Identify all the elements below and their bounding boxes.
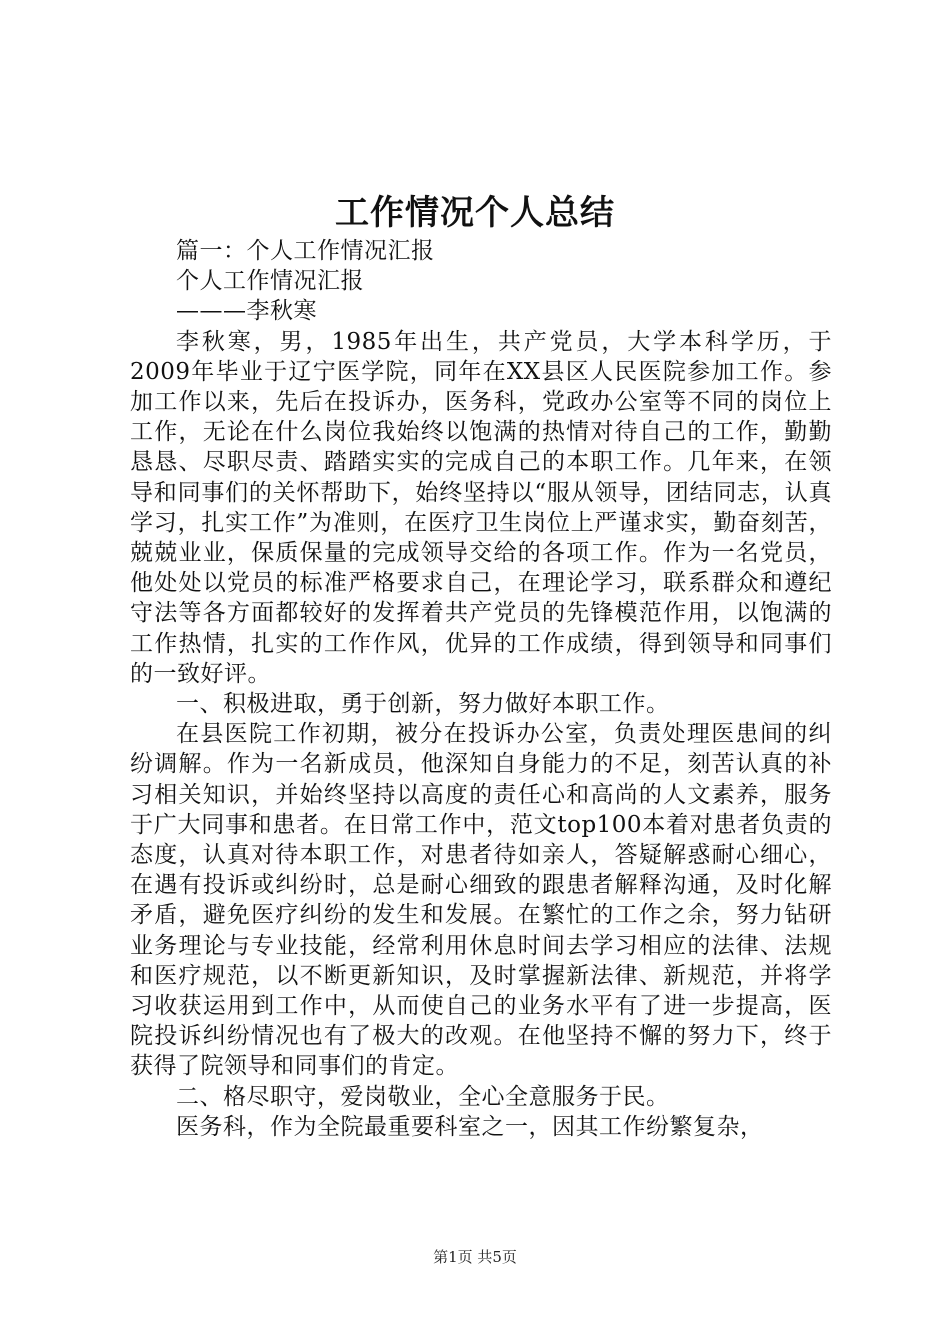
- subsection-heading: 二、格尽职守，爱岗敬业，全心全意服务于民。: [176, 1083, 670, 1110]
- subsection-heading: 一、积极进取，勇于创新，努力做好本职工作。: [176, 691, 670, 718]
- body-paragraph: 医务科，作为全院最重要科室之一，因其工作纷繁复杂，: [176, 1113, 764, 1140]
- section-heading: 篇一：个人工作情况汇报: [176, 238, 435, 264]
- document-body: [130, 236, 832, 1142]
- page-number-footer: 第1页 共5页: [433, 1248, 517, 1266]
- author-line: ———李秋寒: [176, 298, 317, 325]
- report-title: 个人工作情况汇报: [176, 268, 364, 295]
- document-title: 工作情况个人总结: [335, 193, 615, 233]
- body-paragraph: 在县医院工作初期，被分在投诉办公室，负责处理医患间的纠纷调解。作为一名新成员，他深知自身能力的不足，刻苦认真的补习相关知识，并始终坚持以高度的责任心和高尚的人文素养，服务于广大同事和患者。在日常工作中，范文top100本着对患者负责的态度，认真对待本职工作，对患者待如亲人，答疑解惑耐心细心，在遇有投诉或纠纷时，总是耐心细致的跟患者解释沟通，及时化解矛盾，避免医疗纠纷的发生和发展。在繁忙的工作之余，努力钻研业务理论与专业技能，经常利用休息时间去学习相应的法律、法规和医疗规范，以不断更新知识，及时掌握新法律、新规范，并将学习收获运用到工作中，从而使自己的业务水平有了进一步提高，医院投诉纠纷情况也有了极大的改观。在他坚持不懈的努力下，终于获得了院领导和同事们的肯定。: [130, 721, 832, 1080]
- body-paragraph: 李秋寒，男，1985年出生，共产党员，大学本科学历，于2009年毕业于辽宁医学院，同年在XX县区人民医院参加工作。参加工作以来，先后在投诉办，医务科，党政办公室等不同的岗位上工作，无论在什么岗位我始终以饱满的热情对待自己的工作，勤勤恳恳、尽职尽责、踏踏实实的完成自己的本职工作。几年来，在领导和同事们的关怀帮助下，始终坚持以“服从领导，团结同志，认真学习，扎实工作”为准则，在医疗卫生岗位上严谨求实，勤奋刻苦，兢兢业业，保质保量的完成领导交给的各项工作。作为一名党员，他处处以党员的标准严格要求自己，在理论学习，联系群众和遵纪守法等各方面都较好的发挥着共产党员的先锋模范作用，以饱满的工作热情，扎实的工作作风，优异的工作成绩，得到领导和同事们的一致好评。: [130, 328, 832, 687]
